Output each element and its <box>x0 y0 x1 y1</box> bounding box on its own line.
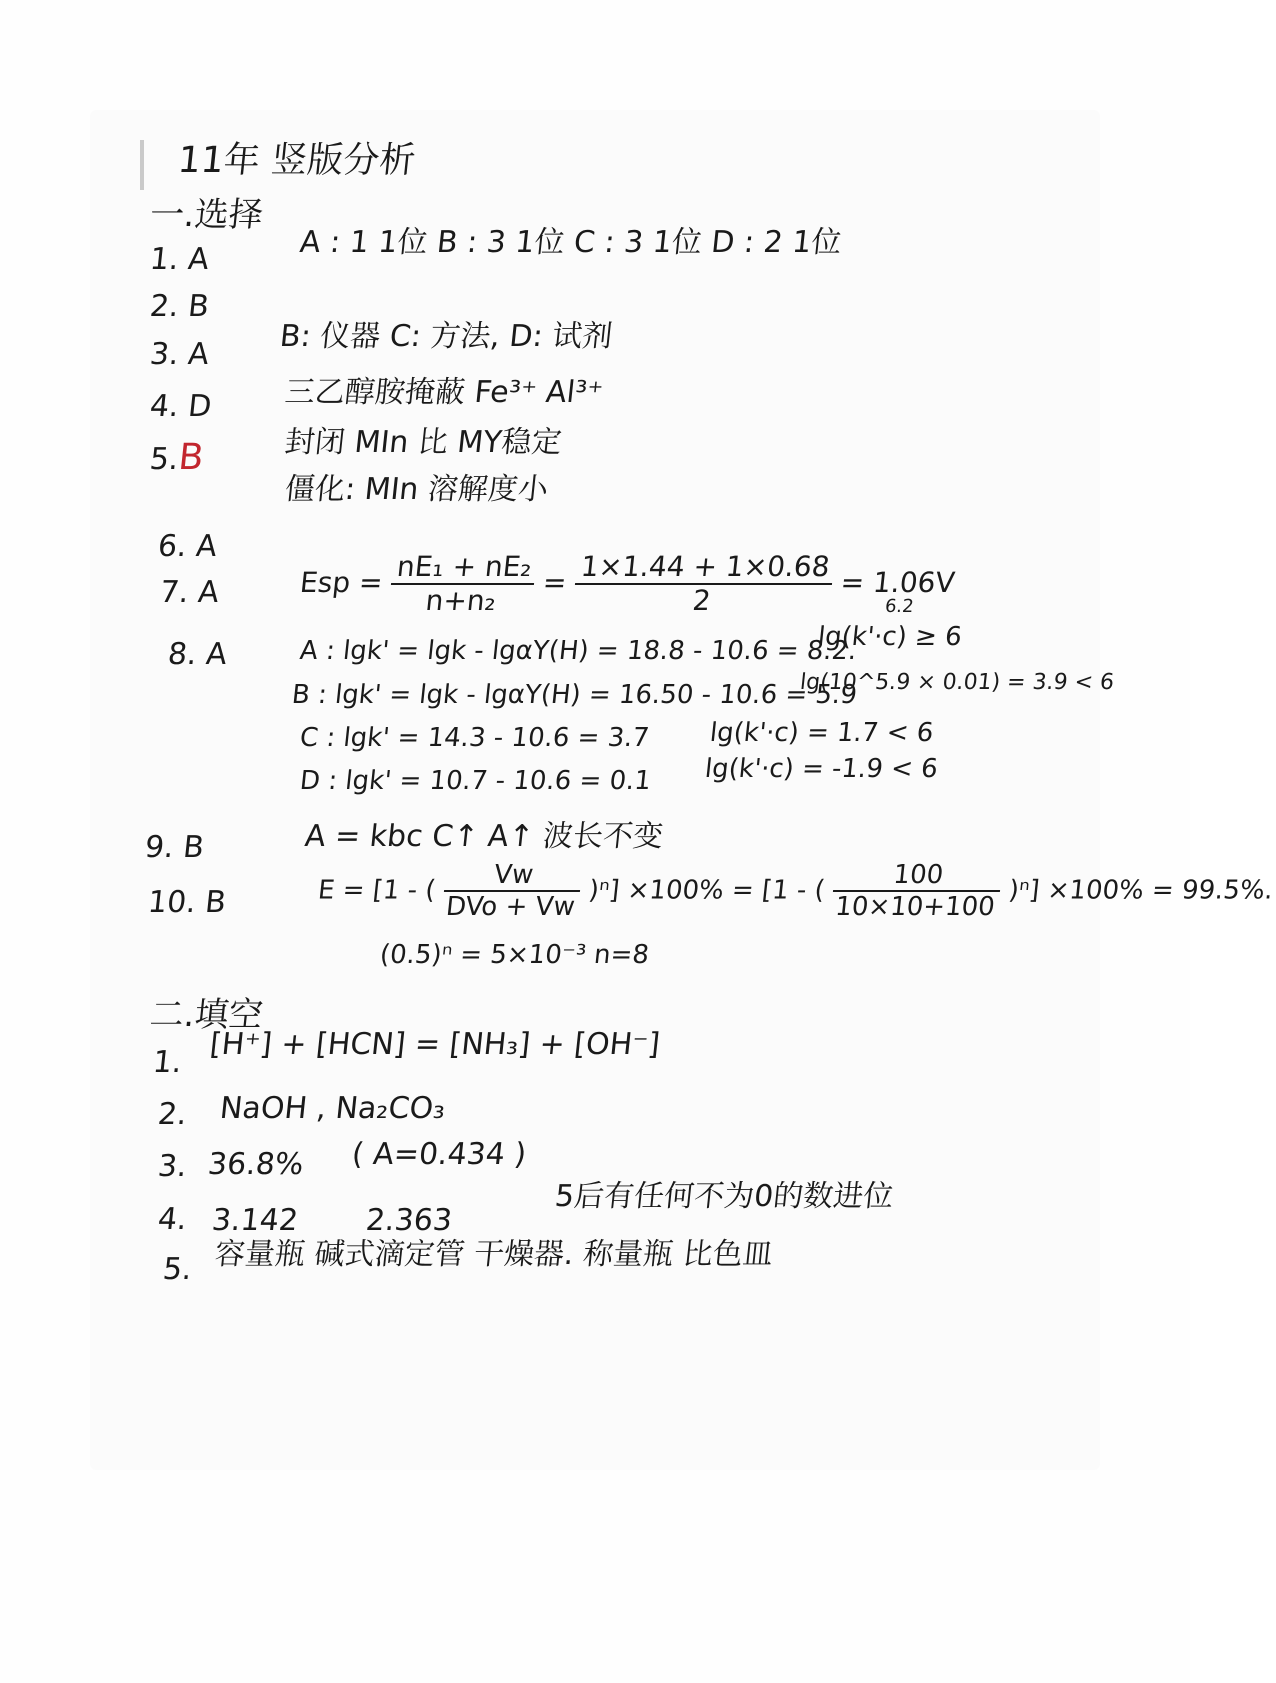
q8-line-a-right: lg(k'·c) ≥ 6 <box>816 622 964 652</box>
q9-note: A = kbc C↑ A↑ 波长不变 <box>303 819 665 854</box>
fill-4-extra: 2.363 <box>364 1203 454 1238</box>
q8-line-d-left: D : lgk' = 10.7 - 10.6 = 0.1 <box>298 766 653 796</box>
q3-note: B: 仪器 C: 方法, D: 试剂 <box>278 319 615 354</box>
q9-number: 9. B <box>143 830 206 865</box>
q5-note-1: 封闭 MIn 比 MY稳定 <box>283 425 564 460</box>
q5-note-2: 僵化: MIn 溶解度小 <box>283 472 550 507</box>
q6-number: 6. A <box>156 529 219 564</box>
q8-line-a-left: A : lgk' = lgk - lgαY(H) = 18.8 - 10.6 = 8.2. <box>298 636 859 666</box>
q7-lhs: Esp = <box>298 566 385 599</box>
fill-3-text: 36.8% <box>206 1147 306 1182</box>
q10-number: 10. B <box>146 885 228 920</box>
q8-line-b-right: lg(10^5.9 × 0.01) = 3.9 < 6 <box>798 670 1116 695</box>
fill-4-text: 3.142 <box>210 1203 300 1238</box>
q10-result: )ⁿ] ×100% = 99.5%. <box>1007 875 1275 906</box>
q8-line-a-sup: 6.2 <box>883 596 915 617</box>
q8-line-c-right: lg(k'·c) = 1.7 < 6 <box>708 718 935 748</box>
q10-mid: )ⁿ] ×100% = [1 - ( <box>587 875 827 906</box>
q10-lhs: E = [1 - ( <box>316 875 438 906</box>
q5-number <box>148 437 206 478</box>
q10-frac1-num: Vw <box>492 860 535 890</box>
q10-frac1-den: DVo + Vw <box>441 890 581 920</box>
fill-1-number: 1. <box>151 1045 184 1080</box>
q2-number: 2. B <box>148 289 211 324</box>
fill-4-extra2: 5后有任何不为0的数进位 <box>553 1179 896 1214</box>
section-heading-fill: 二.填空 <box>147 995 265 1035</box>
fill-3-number: 3. <box>156 1149 189 1184</box>
q7-fraction-2 <box>572 550 835 617</box>
q7-frac1-den: n+n₂ <box>388 583 534 615</box>
q4-number: 4. D <box>148 389 214 424</box>
q8-line-b-left: B : lgk' = lgk - lgαY(H) = 16.50 - 10.6 = 5.9 <box>290 680 859 710</box>
q7-formula <box>297 550 958 617</box>
q8-line-c-left: C : lgk' = 14.3 - 10.6 = 3.7 <box>298 723 651 753</box>
q3-number: 3. A <box>148 337 211 372</box>
fill-1-text: [H⁺] + [HCN] = [NH₃] + [OH⁻] <box>208 1027 662 1062</box>
q10-fraction-1 <box>441 862 584 920</box>
fill-4-number: 4. <box>156 1202 189 1237</box>
q1-note: A : 1 1位 B : 3 1位 C : 3 1位 D : 2 1位 <box>298 225 844 260</box>
q1-number: 1. A <box>148 242 211 277</box>
q10-frac2-num: 100 <box>891 860 945 890</box>
q7-frac2-num: 1×1.44 + 1×0.68 <box>579 550 832 583</box>
q7-number: 7. A <box>158 575 221 610</box>
q7-result: = 1.06V <box>839 566 957 599</box>
q7-frac1-num: nE₁ + nE₂ <box>395 550 534 583</box>
q4-note: 三乙醇胺掩蔽 Fe³⁺ Al³⁺ <box>283 375 605 410</box>
page-title: 11年 竖版分析 <box>175 140 418 181</box>
fill-5-number: 5. <box>161 1252 194 1287</box>
fill-2-text: NaOH , Na₂CO₃ <box>218 1091 447 1126</box>
fill-2-number: 2. <box>156 1097 189 1132</box>
q7-frac2-den: 2 <box>572 583 832 615</box>
margin-mark <box>140 140 144 190</box>
q10-formula <box>315 862 1276 920</box>
q10-frac2-den: 10×10+100 <box>830 890 1001 920</box>
q10-fraction-2 <box>830 862 1003 920</box>
q7-fraction-1 <box>388 550 537 617</box>
q8-line-d-right: lg(k'·c) = -1.9 < 6 <box>703 754 940 784</box>
q5-answer-red: B <box>176 437 206 478</box>
q5-number-text: 5. <box>148 442 181 477</box>
section-heading-choice: 一.选择 <box>147 195 265 235</box>
fill-3-extra: ( A=0.434 ) <box>350 1137 528 1172</box>
fill-5-text: 容量瓶 碱式滴定管 干燥器. 称量瓶 比色皿 <box>213 1237 775 1272</box>
q10-subline: (0.5)ⁿ = 5×10⁻³ n=8 <box>378 940 651 970</box>
q8-number: 8. A <box>166 637 229 672</box>
q7-eq: = <box>541 566 569 599</box>
